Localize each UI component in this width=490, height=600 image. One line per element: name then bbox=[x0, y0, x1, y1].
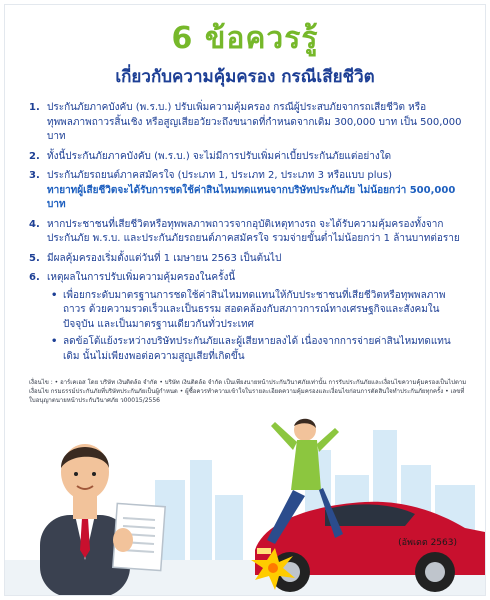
illustration bbox=[5, 410, 486, 596]
page-title: 6 ข้อควรรู้ bbox=[171, 21, 319, 56]
item-text: มีผลคุ้มครองเริ่มตั้งแต่วันที่ 1 เมษายน 2563 เป็นต้นไป bbox=[47, 252, 282, 264]
list-item bbox=[29, 218, 467, 247]
reasons-heading: เหตุผลในการปรับเพิ่มความคุ้มครองในครั้งนี้ bbox=[47, 272, 236, 283]
update-label: (อัพเดต 2563) bbox=[398, 538, 457, 548]
bullet-icon: • bbox=[51, 336, 58, 347]
reason-text: เพื่อยกระดับมาตรฐานการชดใช้ค่าสินไหมทดแทนให้กับประชาชนที่เสียชีวิตหรือทุพพลภาพถาวร ด้วยความรวดเร็วและเป็นธรรม สอดคล้องกับสภาวการณ์ทางเศรษฐกิจและสังคมในปัจจุบัน และเป็นมาตรฐานเดียวกันทั่วประเทศ bbox=[63, 289, 446, 330]
facts-list bbox=[29, 101, 467, 369]
item-text bbox=[47, 169, 467, 213]
bullet-icon: • bbox=[51, 289, 58, 301]
list-item bbox=[29, 252, 467, 267]
item-number: 3. bbox=[29, 170, 40, 181]
item-number: 2. bbox=[29, 150, 40, 162]
list-item bbox=[29, 271, 467, 364]
page-subtitle: เกี่ยวกับความคุ้มครอง กรณีเสียชีวิต bbox=[115, 67, 375, 87]
reason-item bbox=[47, 335, 467, 364]
item-text: ประกันภัยภาคบังคับ (พ.ร.บ.) ปรับเพิ่มความคุ้มครอง กรณีผู้ประสบภัยจากรถเสียชีวิต หรือทุพพลภาพถาวรสิ้นเชิง หรือสูญเสียอวัยวะถึงขนาดที่กำหนดจากเดิม 300,000 บาท เป็น 500,000 บาท bbox=[47, 102, 462, 142]
footnote: เงื่อนไข : • อาร์เคเอส โดย บริษัท เงินติดล้อ จำกัด • บริษัท เงินติดล้อ จำกัด เป็นเพียงนายหน้าประกันวินาศภัยเท่านั้น การรับประกันภัยและเงื่อนไขความคุ้มครองเป็นไปตามเงื่อนไข กรมธรรม์ประกันภัยที่บริษัทประกันภัยเป็นผู้กำหนด • ผู้ซื้อควรทำความเข้าใจในรายละเอียดความคุ้มครองและเงื่อนไขก่อนการตัดสินใจทำประกันภัยทุกครั้ง • เลขที่ใบอนุญาตนายหน้าประกันวินาศภัย ว00015/2556 bbox=[29, 379, 467, 404]
item-text-highlight: ทายาทผู้เสียชีวิตจะได้รับการชดใช้ค่าสินไหมทดแทนจากบริษัทประกันภัย ไม่น้อยกว่า 500,000 บาท bbox=[47, 184, 456, 210]
item-text: ทั้งนี้ประกันภัยภาคบังคับ (พ.ร.บ.) จะไม่มีการปรับเพิ่มค่าเบี้ยประกันภัยแต่อย่างใด bbox=[47, 150, 392, 162]
list-item bbox=[29, 150, 467, 165]
item-number: 4. bbox=[29, 218, 40, 230]
item-text bbox=[47, 271, 467, 364]
reason-item bbox=[47, 289, 467, 333]
infographic bbox=[4, 4, 486, 596]
item-text: หากประชาชนที่เสียชีวิตหรือทุพพลภาพถาวรจากอุบัติเหตุทางรถ จะได้รับความคุ้มครองทั้งจาก ประกันภัย พ.ร.บ. และประกันภัยรถยนต์ภาคสมัครใจ รวมจ่ายขั้นต่ำไม่น้อยกว่า 1 ล้านบาทต่อราย bbox=[47, 218, 460, 244]
list-item bbox=[29, 169, 467, 213]
item-number: 6. bbox=[29, 272, 40, 283]
item-text-line: ประกันภัยรถยนต์ภาคสมัครใจ (ประเภท 1, ประเภท 2, ประเภท 3 หรือแบบ plus) bbox=[47, 170, 392, 181]
item-number: 1. bbox=[29, 102, 40, 113]
list-item bbox=[29, 101, 467, 145]
reason-text: ลดข้อโต้แย้งระหว่างบริษัทประกันภัยและผู้เสียหายลงได้ เนื่องจากการจ่ายค่าสินไหมทดแทนเดิม นั้นไม่เพียงพอต่อความสูญเสียที่เกิดขึ้น bbox=[63, 336, 451, 362]
item-number: 5. bbox=[29, 252, 40, 264]
